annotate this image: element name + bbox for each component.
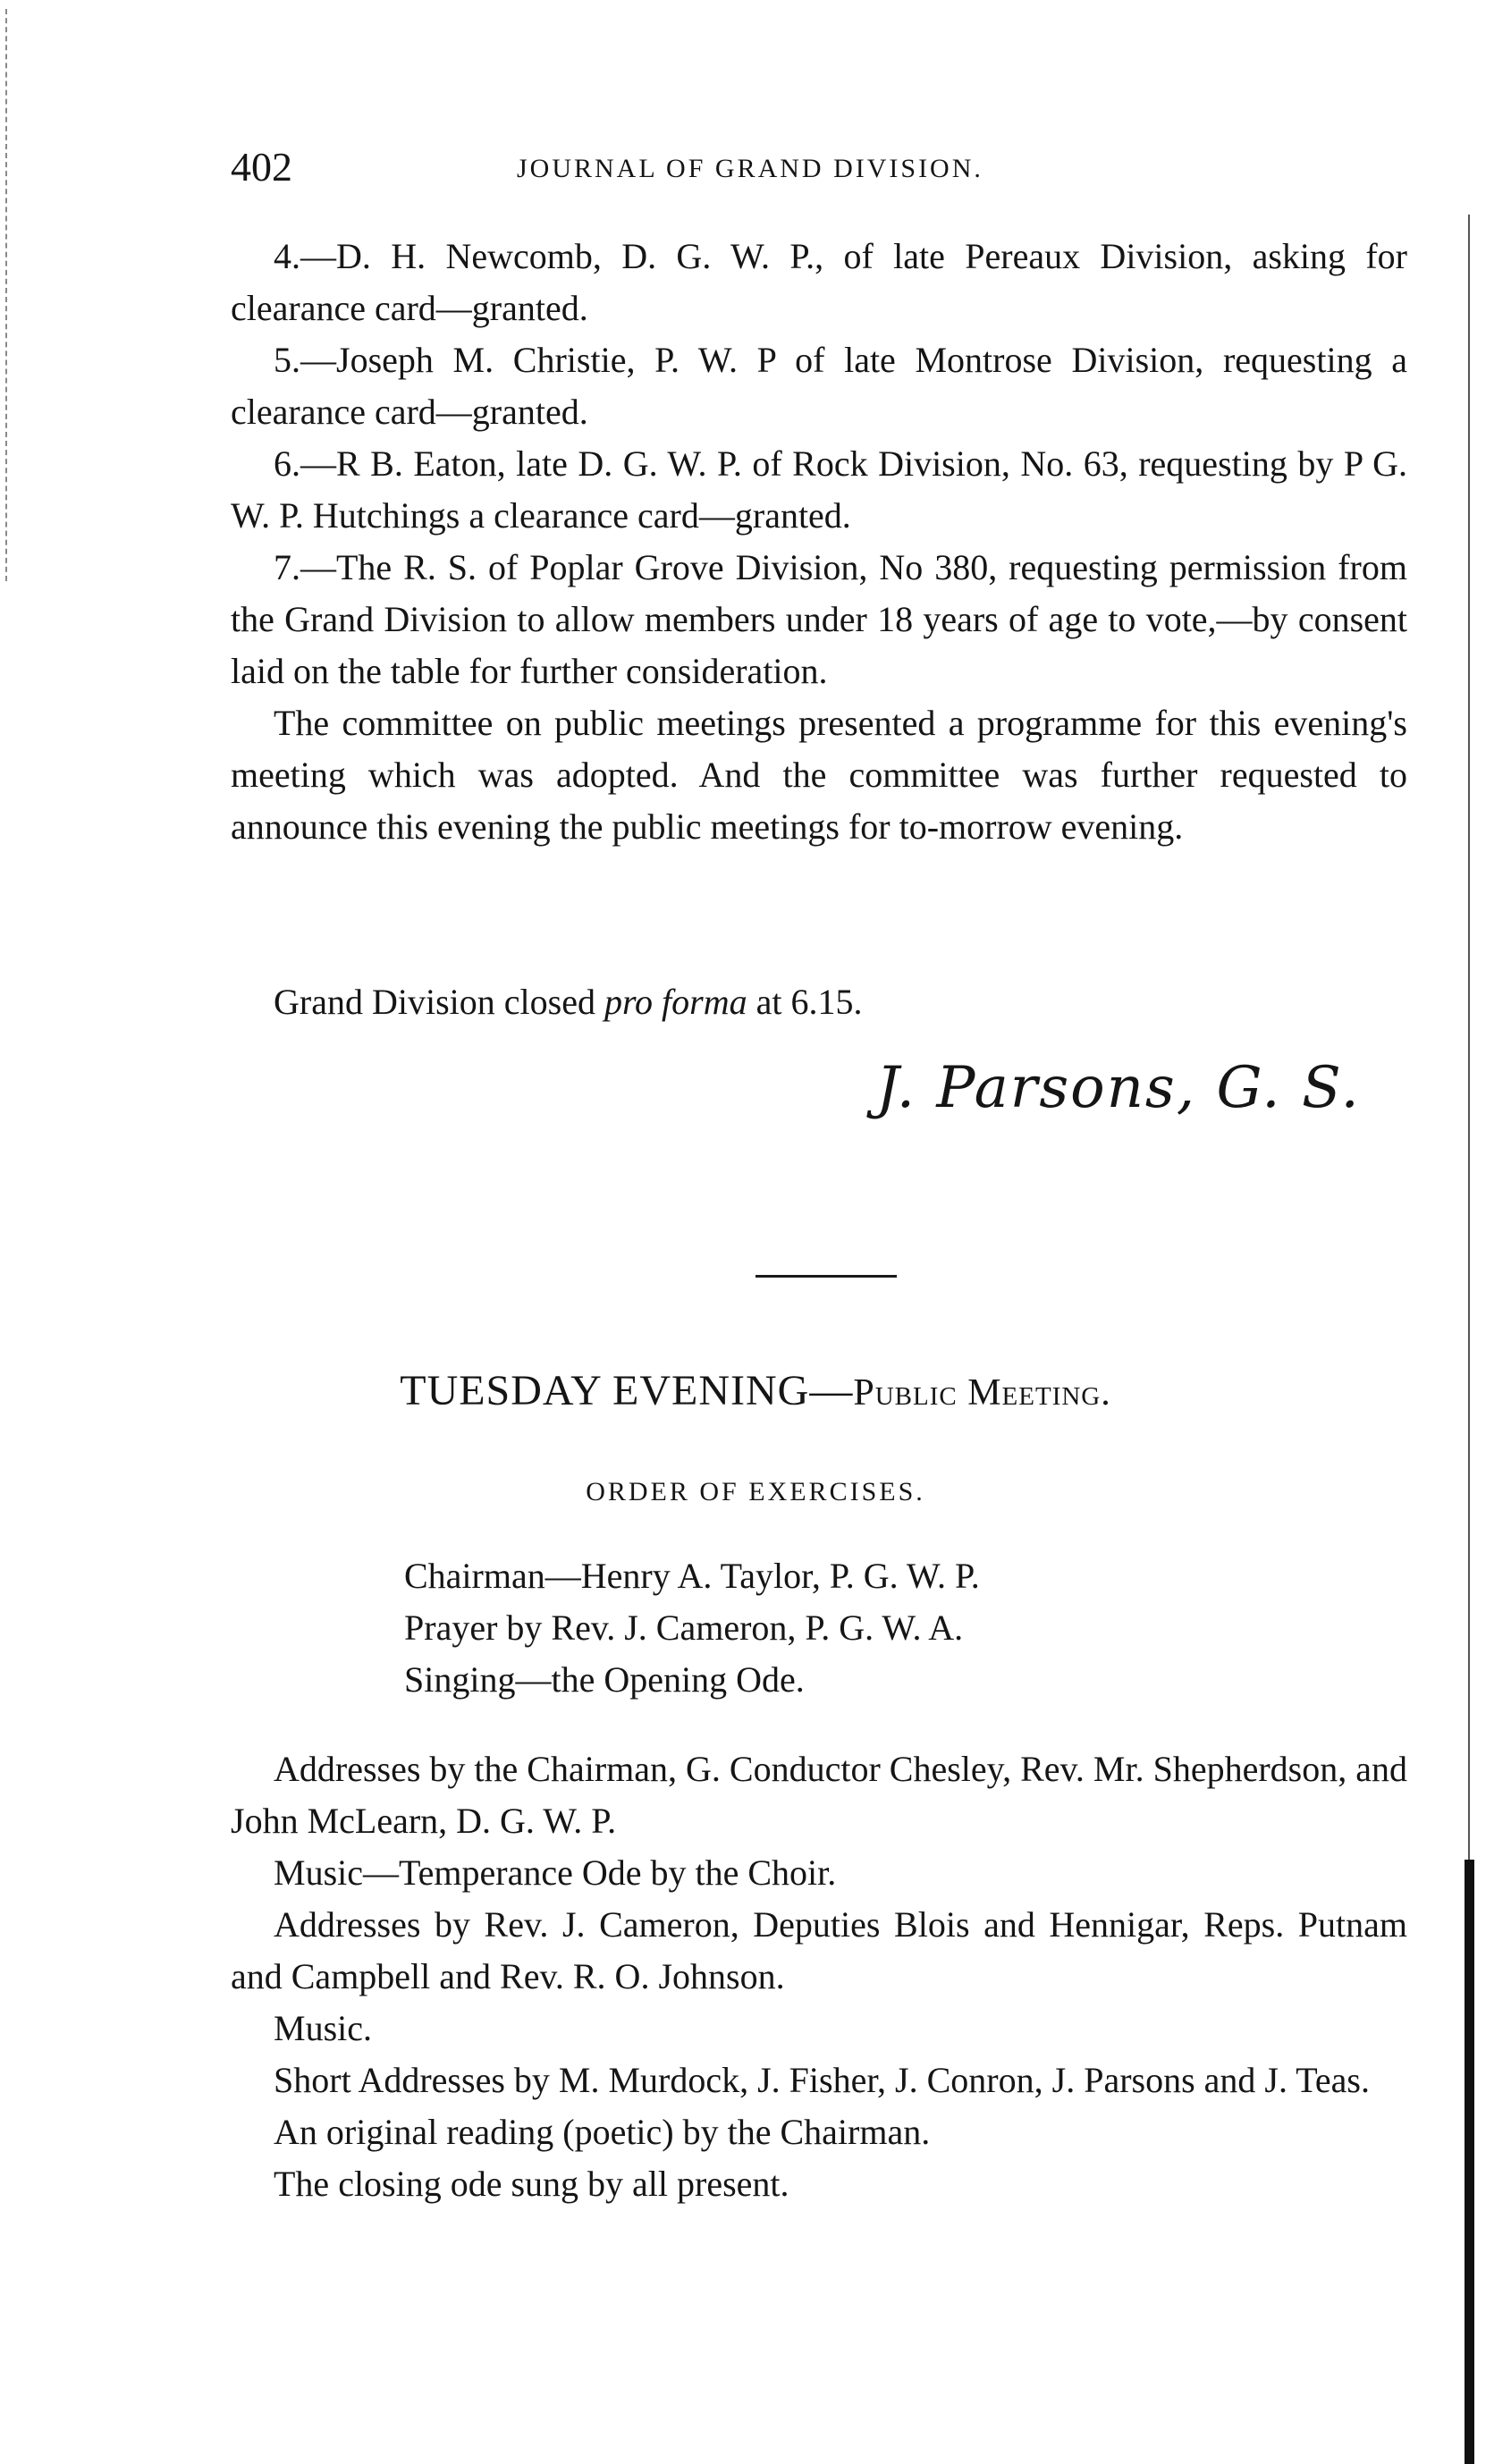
- officer-line: Prayer by Rev. J. Cameron, P. G. W. A.: [404, 1608, 964, 1648]
- program-item: The closing ode sung by all present.: [274, 2164, 789, 2204]
- minutes-block: [231, 231, 1407, 853]
- closing-italic: pro forma: [604, 982, 747, 1022]
- page-number: 402: [231, 144, 292, 190]
- program-item: Addresses by Rev. J. Cameron, Deputies Blois and Hennigar, Reps. Putnam and Campbell and Rev. R. O. Johnson.: [231, 1904, 1407, 1996]
- page-edge-right-line: [1468, 215, 1470, 1860]
- closing-line: [231, 976, 1407, 1028]
- program-item: Music—Temperance Ode by the Choir.: [274, 1852, 837, 1893]
- minute-item: 6.—R B. Eaton, late D. G. W. P. of Rock Division, No. 63, requesting by P G. W. P. Hutchings a clearance card—granted.: [231, 443, 1407, 536]
- page-edge-left: [5, 9, 7, 581]
- section-title-main: TUESDAY EVENING—: [400, 1367, 854, 1414]
- section-divider: [756, 1275, 897, 1278]
- page-header: [231, 143, 1411, 197]
- running-title: JOURNAL OF GRAND DIVISION.: [517, 154, 983, 183]
- minute-item: 4.—D. H. Newcomb, D. G. W. P., of late Pereaux Division, asking for clearance card—granted.: [231, 236, 1407, 328]
- signature: J. Parsons, G. S.: [876, 1055, 1361, 1121]
- officer-line: Singing—the Opening Ode.: [404, 1659, 805, 1700]
- program-list: [231, 1743, 1407, 2210]
- program-item: Addresses by the Chairman, G. Conductor Chesley, Rev. Mr. Shepherdson, and John McLearn, D. G. W. P.: [231, 1749, 1407, 1841]
- section-title: [0, 1366, 1511, 1415]
- page-edge-right: [1465, 1860, 1474, 2464]
- program-item: An original reading (poetic) by the Chairman.: [274, 2112, 931, 2152]
- closing-time: at 6.15.: [747, 982, 863, 1022]
- officer-line: Chairman—Henry A. Taylor, P. G. W. P.: [404, 1556, 980, 1596]
- program-item: Short Addresses by M. Murdock, J. Fisher, J. Conron, J. Parsons and J. Teas.: [274, 2060, 1370, 2100]
- minute-item: 5.—Joseph M. Christie, P. W. P of late Montrose Division, requesting a clearance card—granted.: [231, 340, 1407, 432]
- program-item: Music.: [274, 2008, 372, 2048]
- committee-paragraph: The committee on public meetings presented a programme for this evening's meeting which was adopted. And the committee was further requested to announce this evening the public meetings for to-morrow evening.: [231, 703, 1407, 847]
- section-subtitle: ORDER OF EXERCISES.: [586, 1477, 925, 1506]
- closing-text: Grand Division closed: [274, 982, 604, 1022]
- officers-list: [404, 1550, 980, 1706]
- section-title-smallcaps: Public Meeting.: [853, 1372, 1111, 1413]
- minute-item: 7.—The R. S. of Poplar Grove Division, No 380, requesting permission from the Grand Division to allow members under 18 years of age to vote,—by consent laid on the table for further consideration.: [231, 547, 1407, 691]
